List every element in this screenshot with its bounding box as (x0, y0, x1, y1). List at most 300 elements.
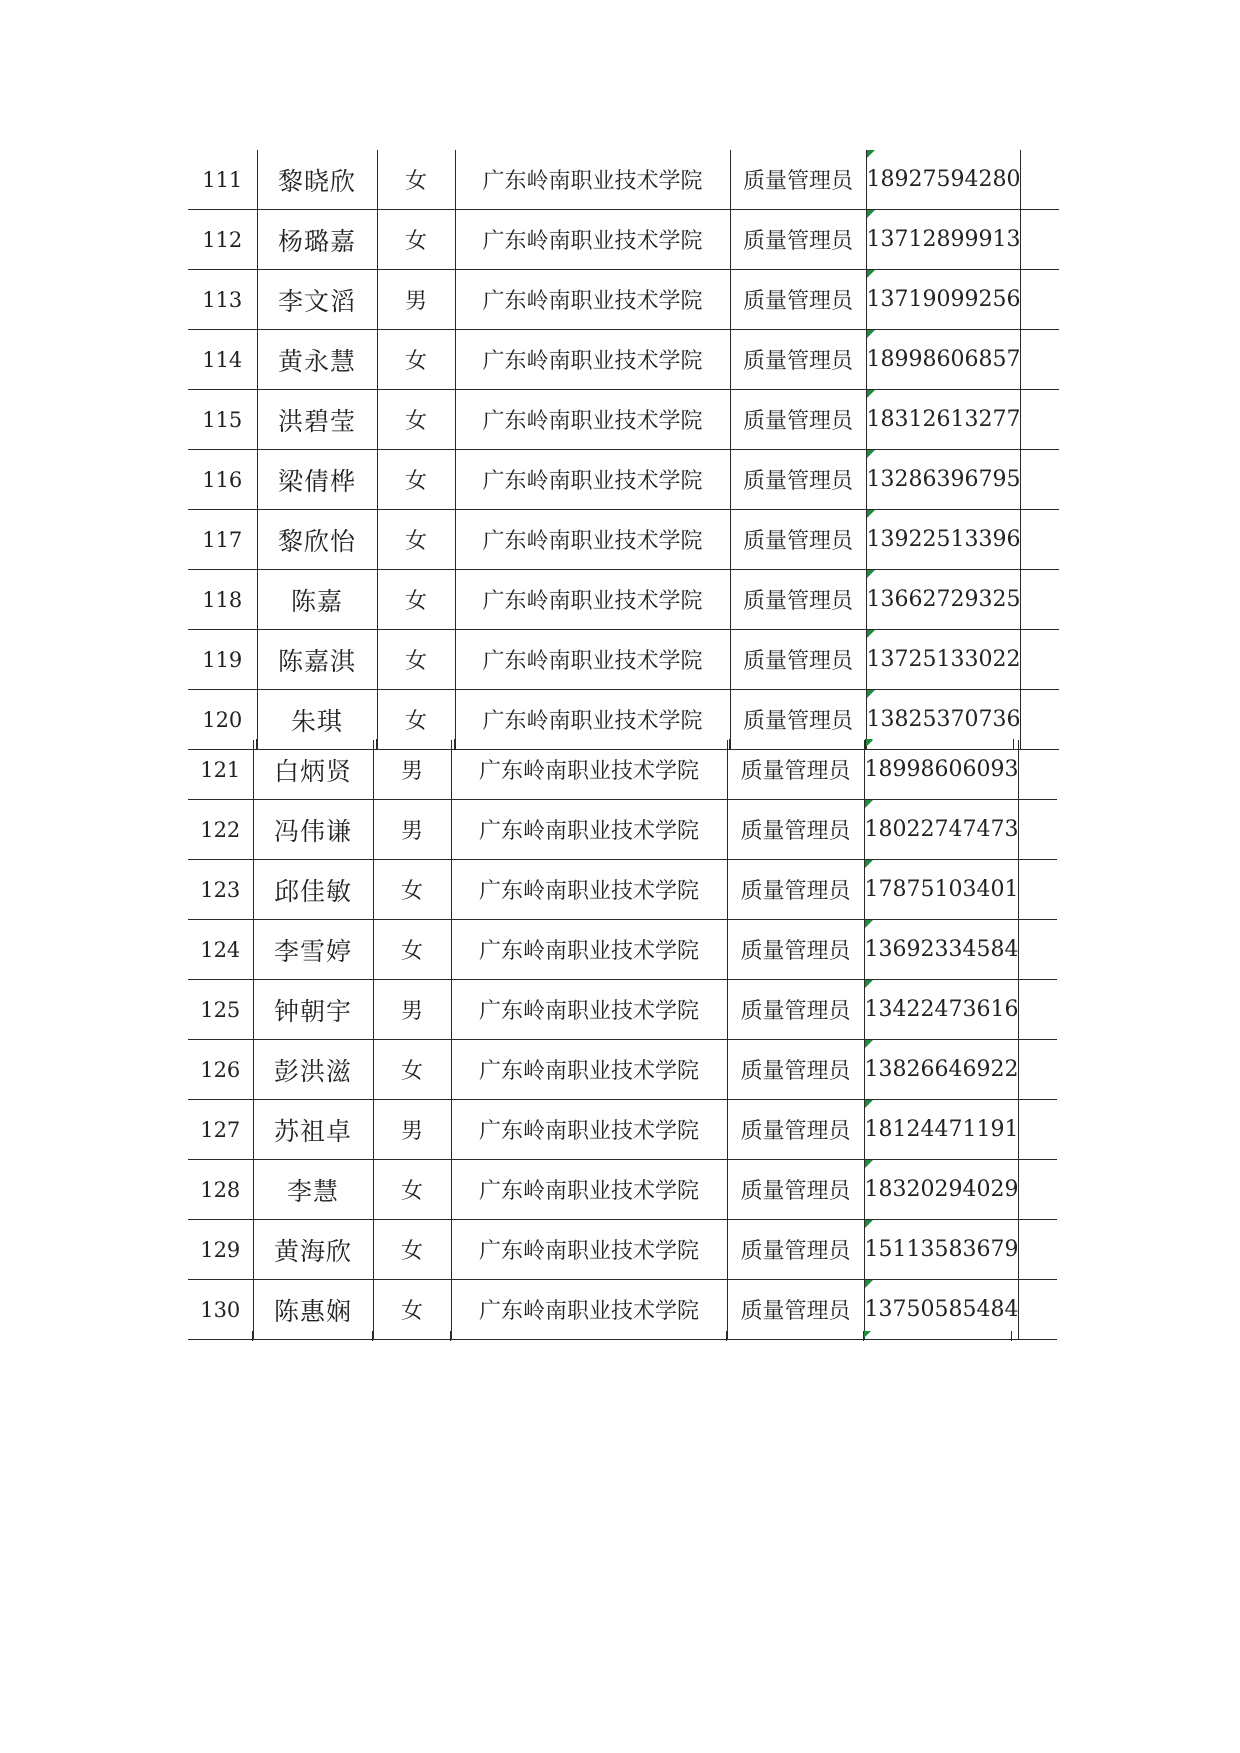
row-number-text: 120 (202, 707, 243, 732)
row-number-text: 113 (202, 287, 243, 312)
empty-cell (1019, 1100, 1057, 1160)
cell-marker-icon (867, 630, 875, 638)
school-cell-text: 广东岭南职业技术学院 (478, 759, 699, 784)
phone-cell (866, 330, 1021, 390)
role-cell (730, 330, 866, 390)
role-cell (730, 450, 866, 510)
person-name (257, 570, 377, 630)
gender-cell (377, 150, 455, 210)
person-name-text: 黎晓欣 (277, 166, 356, 196)
school-cell-text: 广东岭南职业技术学院 (478, 1059, 699, 1084)
row-number-text: 116 (202, 467, 243, 492)
person-name (253, 860, 373, 920)
row-number (188, 150, 257, 210)
phone-cell (866, 210, 1021, 270)
role-cell (730, 570, 866, 630)
school-cell-text: 广东岭南职业技术学院 (478, 1179, 699, 1204)
gender-cell (373, 800, 451, 860)
phone-cell-text: 18124471191 (864, 1117, 1019, 1142)
school-cell (455, 630, 730, 690)
person-name-text: 白炳贤 (273, 756, 352, 786)
table-row (188, 1280, 1057, 1340)
role-cell (727, 800, 864, 860)
row-number (188, 210, 257, 270)
phone-cell-text: 13825370736 (866, 707, 1021, 732)
school-cell-text: 广东岭南职业技术学院 (482, 709, 703, 734)
row-number (188, 630, 257, 690)
gender-cell-text: 男 (400, 999, 423, 1024)
cell-marker-icon (867, 690, 875, 698)
cell-marker-icon (865, 1160, 873, 1168)
empty-cell (1019, 740, 1057, 800)
school-cell-text: 广东岭南职业技术学院 (478, 939, 699, 964)
role-cell-text: 质量管理员 (740, 1179, 851, 1204)
cell-marker-icon (867, 330, 875, 338)
person-name-text: 钟朝宇 (273, 996, 352, 1026)
cell-marker-icon (867, 150, 875, 158)
school-cell-text: 广东岭南职业技术学院 (482, 229, 703, 254)
person-name (253, 1100, 373, 1160)
phone-cell (866, 390, 1021, 450)
gender-cell (373, 740, 451, 800)
gender-cell (377, 330, 455, 390)
phone-cell (866, 510, 1021, 570)
school-cell-text: 广东岭南职业技术学院 (482, 649, 703, 674)
grid-stub (372, 1331, 373, 1341)
role-cell-text: 质量管理员 (740, 1299, 851, 1324)
cell-marker-icon (867, 270, 875, 278)
phone-cell (866, 630, 1021, 690)
school-cell (451, 740, 727, 800)
phone-cell-text: 13692334584 (864, 937, 1019, 962)
table-row (188, 210, 1059, 270)
phone-cell-text: 13286396795 (866, 467, 1021, 492)
gender-cell-text: 女 (404, 469, 427, 494)
school-cell-text: 广东岭南职业技术学院 (482, 289, 703, 314)
phone-cell (864, 1280, 1019, 1340)
role-cell-text: 质量管理员 (742, 409, 853, 434)
empty-cell (1021, 270, 1059, 330)
cell-marker-icon (866, 739, 873, 746)
phone-cell-text: 13922513396 (866, 527, 1021, 552)
school-cell-text: 广东岭南职业技术学院 (478, 819, 699, 844)
gender-cell (373, 980, 451, 1040)
gender-cell-text: 女 (404, 169, 427, 194)
cell-marker-icon (864, 1331, 871, 1338)
gender-cell (373, 1040, 451, 1100)
grid-stub (450, 1331, 451, 1341)
school-cell (451, 1100, 727, 1160)
phone-cell (864, 980, 1019, 1040)
school-cell-text: 广东岭南职业技术学院 (482, 469, 703, 494)
empty-cell (1021, 390, 1059, 450)
row-number (188, 860, 253, 920)
role-cell-text: 质量管理员 (740, 1119, 851, 1144)
cell-marker-icon (867, 510, 875, 518)
gender-cell-text: 男 (400, 759, 423, 784)
row-number-text: 114 (202, 347, 243, 372)
school-cell (451, 1220, 727, 1280)
cell-marker-icon (865, 800, 873, 808)
gender-cell (377, 390, 455, 450)
row-number-text: 125 (200, 997, 241, 1022)
cell-marker-icon (865, 1040, 873, 1048)
phone-cell-text: 13719099256 (866, 287, 1021, 312)
person-name-text: 李慧 (286, 1176, 339, 1206)
phone-cell (864, 1220, 1019, 1280)
row-number-text: 118 (202, 587, 243, 612)
person-name-text: 黎欣怡 (277, 526, 356, 556)
school-cell (451, 980, 727, 1040)
phone-cell (864, 1100, 1019, 1160)
role-cell-text: 质量管理员 (740, 759, 851, 784)
school-cell-text: 广东岭南职业技术学院 (478, 1239, 699, 1264)
phone-cell (866, 450, 1021, 510)
role-cell-text: 质量管理员 (742, 649, 853, 674)
phone-cell-text: 18998606857 (866, 347, 1021, 372)
phone-cell-text: 13826646922 (864, 1057, 1019, 1082)
row-number (188, 1220, 253, 1280)
role-cell-text: 质量管理员 (742, 169, 853, 194)
person-name-text: 杨璐嘉 (277, 226, 356, 256)
table-row (188, 1040, 1057, 1100)
gender-cell (377, 570, 455, 630)
cell-marker-icon (865, 980, 873, 988)
phone-cell (864, 800, 1019, 860)
cell-marker-icon (865, 1220, 873, 1228)
role-cell-text: 质量管理员 (742, 709, 853, 734)
school-cell-text: 广东岭南职业技术学院 (482, 349, 703, 374)
school-cell (455, 450, 730, 510)
role-cell (727, 740, 864, 800)
phone-cell (864, 1040, 1019, 1100)
phone-cell (864, 1160, 1019, 1220)
grid-stub (376, 739, 377, 749)
person-name-text: 洪碧莹 (277, 406, 356, 436)
role-cell (727, 980, 864, 1040)
school-cell-text: 广东岭南职业技术学院 (478, 1299, 699, 1324)
table-row (188, 270, 1059, 330)
roster-table-1 (188, 150, 1059, 750)
row-number-text: 122 (200, 817, 241, 842)
school-cell (455, 390, 730, 450)
school-cell-text: 广东岭南职业技术学院 (478, 1119, 699, 1144)
empty-cell (1019, 1160, 1057, 1220)
person-name (257, 270, 377, 330)
gender-cell-text: 女 (400, 1299, 423, 1324)
role-cell (727, 920, 864, 980)
phone-cell-text: 13725133022 (866, 647, 1021, 672)
person-name-text: 陈嘉淇 (277, 646, 356, 676)
school-cell (451, 920, 727, 980)
person-name-text: 彭洪滋 (273, 1056, 352, 1086)
table-row (188, 570, 1059, 630)
table-row (188, 330, 1059, 390)
phone-cell (864, 920, 1019, 980)
role-cell (727, 1040, 864, 1100)
school-cell-text: 广东岭南职业技术学院 (482, 169, 703, 194)
role-cell-text: 质量管理员 (740, 819, 851, 844)
gender-cell (373, 860, 451, 920)
school-cell (455, 270, 730, 330)
empty-cell (1019, 920, 1057, 980)
phone-cell (864, 860, 1019, 920)
school-cell (451, 1040, 727, 1100)
table-row (188, 630, 1059, 690)
school-cell (451, 800, 727, 860)
row-number (188, 980, 253, 1040)
table-row (188, 450, 1059, 510)
grid-stub (1013, 739, 1014, 749)
role-cell (730, 210, 866, 270)
table-row (188, 980, 1057, 1040)
gender-cell-text: 女 (404, 589, 427, 614)
row-number-text: 121 (200, 757, 241, 782)
person-name (257, 390, 377, 450)
row-number-text: 126 (200, 1057, 241, 1082)
row-number-text: 127 (200, 1117, 241, 1142)
gender-cell (373, 1220, 451, 1280)
gender-cell (373, 1280, 451, 1340)
gender-cell-text: 男 (404, 289, 427, 314)
cell-marker-icon (865, 860, 873, 868)
person-name (253, 800, 373, 860)
table-row (188, 510, 1059, 570)
person-name (257, 150, 377, 210)
role-cell-text: 质量管理员 (742, 229, 853, 254)
school-cell (451, 1160, 727, 1220)
row-number-text: 123 (200, 877, 241, 902)
roster-table-2 (188, 740, 1057, 1340)
cell-marker-icon (867, 210, 875, 218)
row-number-text: 115 (202, 407, 243, 432)
school-cell-text: 广东岭南职业技术学院 (478, 999, 699, 1024)
phone-cell (866, 270, 1021, 330)
person-name-text: 冯伟谦 (273, 816, 352, 846)
person-name-text: 梁倩桦 (277, 466, 356, 496)
role-cell-text: 质量管理员 (740, 1239, 851, 1264)
table-row (188, 800, 1057, 860)
role-cell (730, 150, 866, 210)
phone-cell (866, 570, 1021, 630)
cell-marker-icon (865, 1280, 873, 1288)
person-name (253, 920, 373, 980)
empty-cell (1021, 210, 1059, 270)
row-number-text: 119 (202, 647, 243, 672)
empty-cell (1019, 1280, 1057, 1340)
person-name (253, 1160, 373, 1220)
gender-cell-text: 女 (400, 879, 423, 904)
person-name-text: 苏祖卓 (273, 1116, 352, 1146)
school-cell (455, 330, 730, 390)
empty-cell (1021, 150, 1059, 210)
school-cell-text: 广东岭南职业技术学院 (482, 589, 703, 614)
gender-cell (377, 450, 455, 510)
row-number (188, 1040, 253, 1100)
person-name (253, 1280, 373, 1340)
row-number (188, 740, 253, 800)
role-cell (727, 1220, 864, 1280)
gender-cell-text: 男 (400, 819, 423, 844)
empty-cell (1021, 450, 1059, 510)
role-cell (730, 390, 866, 450)
phone-cell-text: 13712899913 (866, 227, 1021, 252)
gender-cell (377, 270, 455, 330)
table-row (188, 920, 1057, 980)
school-cell-text: 广东岭南职业技术学院 (478, 879, 699, 904)
row-number (188, 570, 257, 630)
empty-cell (1019, 1220, 1057, 1280)
person-name (257, 450, 377, 510)
school-cell-text: 广东岭南职业技术学院 (482, 409, 703, 434)
grid-stub (1011, 1331, 1012, 1341)
table-row (188, 740, 1057, 800)
row-number-text: 112 (202, 227, 243, 252)
person-name-text: 陈嘉 (290, 586, 343, 616)
gender-cell (373, 1160, 451, 1220)
cell-marker-icon (865, 920, 873, 928)
table-row (188, 1100, 1057, 1160)
phone-cell-text: 13750585484 (864, 1297, 1019, 1322)
role-cell-text: 质量管理员 (742, 289, 853, 314)
phone-cell (866, 150, 1021, 210)
phone-cell (864, 740, 1019, 800)
cell-marker-icon (867, 390, 875, 398)
row-number-text: 124 (200, 937, 241, 962)
school-cell (455, 150, 730, 210)
role-cell (730, 510, 866, 570)
grid-stub (729, 739, 730, 749)
role-cell (727, 860, 864, 920)
table-row (188, 1220, 1057, 1280)
person-name (257, 630, 377, 690)
row-number (188, 800, 253, 860)
person-name (253, 740, 373, 800)
role-cell-text: 质量管理员 (742, 589, 853, 614)
phone-cell-text: 13662729325 (866, 587, 1021, 612)
row-number (188, 920, 253, 980)
role-cell-text: 质量管理员 (740, 1059, 851, 1084)
table-row (188, 150, 1059, 210)
gender-cell (377, 210, 455, 270)
phone-cell-text: 13422473616 (864, 997, 1019, 1022)
empty-cell (1021, 330, 1059, 390)
table-row (188, 1160, 1057, 1220)
phone-cell-text: 18022747473 (864, 817, 1019, 842)
person-name (257, 210, 377, 270)
empty-cell (1019, 860, 1057, 920)
row-number-text: 117 (202, 527, 243, 552)
gender-cell-text: 女 (400, 939, 423, 964)
row-number-text: 129 (200, 1237, 241, 1262)
row-number (188, 1280, 253, 1340)
gender-cell-text: 女 (404, 529, 427, 554)
school-cell (455, 570, 730, 630)
phone-cell-text: 18312613277 (866, 407, 1021, 432)
row-number (188, 510, 257, 570)
table-row (188, 860, 1057, 920)
school-cell (451, 1280, 727, 1340)
row-number (188, 450, 257, 510)
row-number (188, 330, 257, 390)
gender-cell (377, 630, 455, 690)
person-name-text: 朱琪 (290, 706, 343, 736)
person-name-text: 邱佳敏 (273, 876, 352, 906)
empty-cell (1021, 630, 1059, 690)
school-cell-text: 广东岭南职业技术学院 (482, 529, 703, 554)
role-cell-text: 质量管理员 (740, 879, 851, 904)
grid-stub (454, 739, 455, 749)
grid-stub (256, 739, 257, 749)
phone-cell-text: 15113583679 (864, 1237, 1019, 1262)
grid-stub (726, 1331, 727, 1341)
phone-cell-text: 17875103401 (864, 877, 1019, 902)
role-cell-text: 质量管理员 (742, 469, 853, 494)
person-name (253, 1040, 373, 1100)
phone-cell-text: 18320294029 (864, 1177, 1019, 1202)
person-name-text: 李文滔 (277, 286, 356, 316)
person-name (257, 330, 377, 390)
school-cell (455, 510, 730, 570)
gender-cell-text: 女 (404, 649, 427, 674)
person-name-text: 李雪婷 (273, 936, 352, 966)
person-name-text: 黄永慧 (277, 346, 356, 376)
role-cell (730, 630, 866, 690)
role-cell (730, 270, 866, 330)
phone-cell-text: 18927594280 (866, 167, 1021, 192)
row-number (188, 270, 257, 330)
grid-stub (252, 1331, 253, 1341)
role-cell-text: 质量管理员 (742, 349, 853, 374)
gender-cell-text: 女 (404, 349, 427, 374)
empty-cell (1021, 570, 1059, 630)
person-name (253, 980, 373, 1040)
gender-cell-text: 男 (400, 1119, 423, 1144)
role-cell (727, 1280, 864, 1340)
person-name-text: 黄海欣 (273, 1236, 352, 1266)
empty-cell (1019, 1040, 1057, 1100)
empty-cell (1021, 510, 1059, 570)
row-number (188, 1160, 253, 1220)
gender-cell-text: 女 (404, 709, 427, 734)
gender-cell-text: 女 (404, 229, 427, 254)
row-number (188, 1100, 253, 1160)
gender-cell-text: 女 (400, 1179, 423, 1204)
empty-cell (1019, 800, 1057, 860)
gender-cell (373, 1100, 451, 1160)
gender-cell-text: 女 (400, 1239, 423, 1264)
row-number (188, 390, 257, 450)
role-cell (727, 1160, 864, 1220)
gender-cell-text: 女 (404, 409, 427, 434)
school-cell (455, 210, 730, 270)
person-name (257, 510, 377, 570)
cell-marker-icon (867, 450, 875, 458)
row-number-text: 128 (200, 1177, 241, 1202)
person-name (253, 1220, 373, 1280)
cell-marker-icon (865, 1100, 873, 1108)
table-row (188, 390, 1059, 450)
role-cell-text: 质量管理员 (740, 939, 851, 964)
school-cell (451, 860, 727, 920)
role-cell (727, 1100, 864, 1160)
cell-marker-icon (867, 570, 875, 578)
empty-cell (1019, 980, 1057, 1040)
gender-cell (373, 920, 451, 980)
role-cell-text: 质量管理员 (742, 529, 853, 554)
row-number-text: 130 (200, 1297, 241, 1322)
gender-cell-text: 女 (400, 1059, 423, 1084)
